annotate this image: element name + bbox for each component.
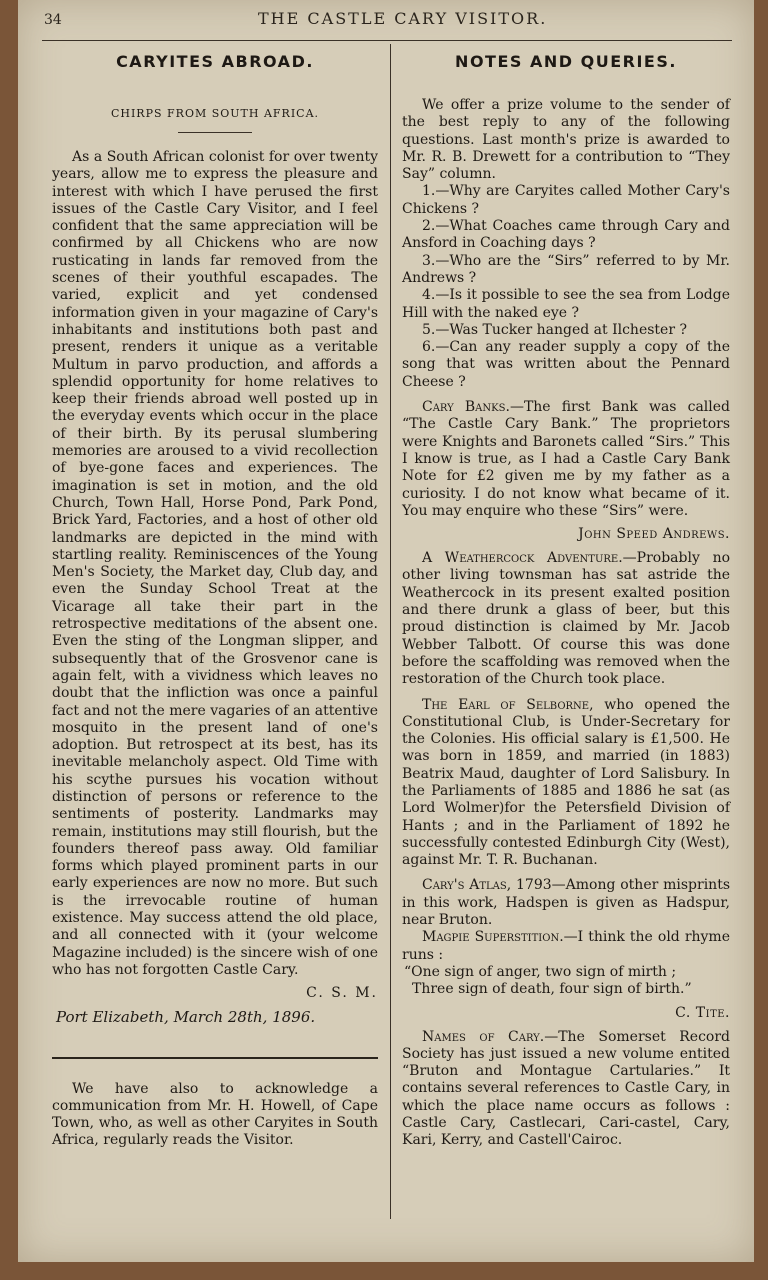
question-item: 1.—Why are Caryites called Mother Cary's Chickens ? <box>402 183 730 217</box>
magpie-title: Magpie Superstition. <box>422 929 564 946</box>
page-number: 34 <box>44 12 62 28</box>
atlas-text: 1793—Among other misprints in this work, Hadspen is given as Hadspur, near Bruton. <box>402 877 731 929</box>
weathercock-text: —Probably no other living townsman has sat astride the Weathercock in its present exalted position and there drunk a glass of beer, but this proud distinction is claimed by Mr. Jacob Webber Talbott. Of course this was done before the scaffolding was removed when the restoration of the Church took place. <box>402 550 731 688</box>
chirps-subheading: CHIRPS FROM SOUTH AFRICA. <box>110 107 320 120</box>
names-title: Names of Cary. <box>422 1028 545 1045</box>
question-item: 4.—Is it possible to see the sea from Lodge Hill with the naked eye ? <box>402 287 730 321</box>
question-item: 3.—Who are the “Sirs” referred to by Mr. Andrews ? <box>402 252 730 286</box>
letter-signature: C. S. M. <box>306 985 378 1002</box>
letter-dateline: Port Elizabeth, March 28th, 1896. <box>56 1008 316 1027</box>
selborne-text: who opened the Constitutional Club, is Under-Secretary for the Colonies. His official salary is £1,500. He was born in 1859, and married (in 1883) Beatrix Maud, daughter of Lord Salisbury. In the Parliaments of 1885 and 1886 he sat (as Lord Wolmer)for the Petersfield Division of Hants ; and in the Parliament of 1892 he successfully contested Edinburgh City (West), against Mr. T. R. Buchanan. <box>402 696 730 869</box>
atlas-note <box>402 877 730 929</box>
acknowledgement-paragraph: We have also to acknowledge a communication from Mr. H. Howell, of Cape Town, who, as well as other Caryites in South Africa, regularly reads the Visitor. <box>52 1080 378 1149</box>
letter-body: As a South African colonist for over twenty years, allow me to express the pleasure and interest with which I have perused the first issues of the Castle Cary Visitor, and I feel confident that the same appreciation will be confirmed by all Chickens who are now rusticating in lands far removed from the scenes of their youthful escapades. The varied, explicit and yet condensed information given in your magazine of Cary's inhabitants and institutions both past and present, renders it unique as a veritable Multum in parvo production, and affords a splendid opportunity for home relatives to keep their friends abroad well posted up in the everyday events which occur in the place of their birth. By its perusal slumbering memories are aroused to a vivid recollection of bye-gone faces and experiences. The imagination is set in motion, and the old Church, Town Hall, Horse Pond, Park Pond, Brick Yard, Factories, and a host of other old landmarks are depicted in the mind with startling reality. Reminiscences of the Young Men's Society, the Market day, Club day, and even the Sunday School Treat at the Vicarage all take their part in the retrospective meditations of the absent one. Even the sting of the Longman slipper, and subsequently that of the Grosvenor cane is again felt, with a vividness which leaves no doubt that the infliction was once a painful fact and not the mere vagaries of an attentive mosquito in the present land of one's adoption. But retrospect at its best, has its inevitable melancholy aspect. Old Time with his scythe pursues his vocation without distinction of persons or reference to the sentiments of posterity. Landmarks may remain, institutions may still flourish, but the founders thereof pass away. Old familiar forms which played prominent parts in our early experiences are now no more. But such is the irrevocable routine of human existence. May success attend the old place, and all connected with it (your welcome Magazine included) is the sincere wish of one who has not forgotten Castle Cary. <box>52 149 378 978</box>
header-rule <box>42 40 732 41</box>
section-rule <box>178 132 252 133</box>
page-header <box>18 6 754 36</box>
cary-banks-note <box>402 399 730 520</box>
names-of-cary-note <box>402 1029 730 1150</box>
caryites-abroad-heading: CARYITES ABROAD. <box>116 52 314 71</box>
notes-queries-heading: NOTES AND QUERIES. <box>455 52 677 71</box>
column-divider <box>390 44 391 1219</box>
banks-signature: John Speed Andrews. <box>578 526 730 543</box>
magpie-text: —I think the old rhyme runs : <box>402 929 730 963</box>
question-item: 2.—What Coaches came through Cary and Ansford in Coaching days ? <box>402 218 730 252</box>
magpie-signature: C. Tite. <box>675 1004 730 1021</box>
magpie-note <box>402 929 730 964</box>
left-column <box>52 50 378 1150</box>
atlas-title: Cary's Atlas, <box>422 877 512 894</box>
weathercock-title: A Weathercock Adventure. <box>422 550 623 567</box>
weathercock-note <box>402 550 730 688</box>
article-end-rule <box>52 1057 378 1059</box>
magazine-page <box>18 0 754 1262</box>
running-title: THE CASTLE CARY VISITOR. <box>258 9 548 28</box>
question-item: 6.—Can any reader supply a copy of the song that was written about the Pennard Cheese ? <box>402 339 730 390</box>
selborne-note <box>402 697 730 870</box>
selborne-title: The Earl of Selborne, <box>422 696 594 713</box>
question-item: 5.—Was Tucker hanged at Ilchester ? <box>422 321 687 338</box>
rhyme-line-2: Three sign of death, four sign of birth.” <box>412 981 692 998</box>
rhyme-line-1: “One sign of anger, two sign of mirth ; <box>404 963 677 980</box>
names-text: —The Somerset Record Society has just issued a new volume entited “Bruton and Montague Cartularies.” It contains several references to Castle Cary, in which the place name occurs as follows : Castle Cary, Castlecari, Cari-castel, Cary, Kari, Kerry, and Castell'Cairoc. <box>402 1028 730 1149</box>
right-column <box>402 50 730 1150</box>
cary-banks-text: —The first Bank was called “The Castle Cary Bank.” The proprietors were Knights and Baronets called “Sirs.” This I know is true, as I had a Castle Cary Bank Note for £2 given me by my father as a curiosity. I do not know what became of it. You may enquire who these “Sirs” were. <box>402 399 730 519</box>
cary-banks-title: Cary Banks. <box>422 399 510 416</box>
intro-paragraph: We offer a prize volume to the sender of the best reply to any of the following questions. Last month's prize is awarded to Mr. R. B. Drewett for a contribution to “They Say” column. <box>402 97 730 183</box>
